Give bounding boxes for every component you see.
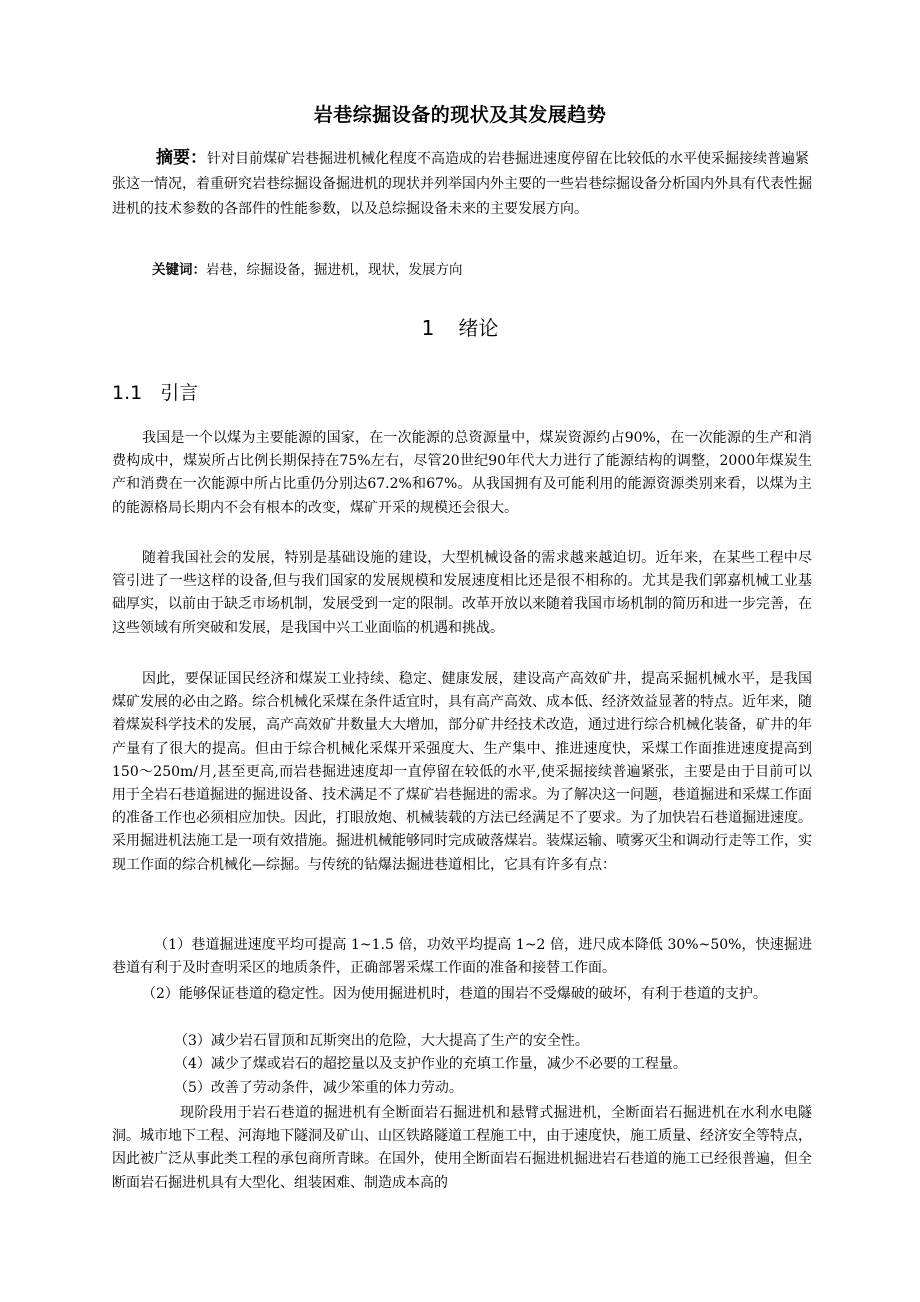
list-item: （2）能够保证巷道的稳定性。因为使用掘进机时，巷道的围岩不受爆破的破坏，有利于巷道的支护。 <box>142 986 767 1002</box>
body-paragraph: 因此，要保证国民经济和煤炭工业持续、稳定、健康发展，建设高产高效矿井，提高采掘机械水平，是我国煤矿发展的必由之路。综合机械化采煤在条件适宜时，具有高产高效、成本低、经济效益显著的特点。近年来，随着煤炭科学技术的发展，高产高效矿井数量大大增加，部分矿井经技术改造，通过进行综合机械化装备，矿井的年产量有了很大的提高。但由于综合机械化采煤开采强度大、生产集中、推进速度快，采煤工作面推进速度提高到150～250m/月,甚至更高,而岩巷掘进速度却一直停留在较低的水平,使采掘接续普遍紧张，主要是由于目前可以用于全岩石巷道掘进的掘进设备、技术满足不了煤矿岩巷掘进的需求。为了解决这一问题，巷道掘进和采煤工作面的准备工作也必须相应加快。因此，打眼放炮、机械装载的方法已经满足不了要求。为了加快岩石巷道掘进速度。采用掘进机法施工是一项有效措施。掘进机械能够同时完成破落煤岩。装煤运输、喷雾灭尘和调动行走等工作，实现工作面的综合机械化—综掘。与传统的钻爆法掘进巷道相比，它具有许多有点： <box>112 671 812 873</box>
chapter-number: 1 <box>421 316 435 340</box>
body-paragraph: 随着我国社会的发展，特别是基础设施的建设，大型机械设备的需求越来越迫切。近年来，在某些工程中尽管引进了一些这样的设备,但与我们国家的发展规模和发展速度相比还是很不相称的。尤其是我们郭嘉机械工业基础厚实，以前由于缺乏市场机制，发展受到一定的限制。改革开放以来随着我国市场机制的简历和进一步完善，在这些领域有所突破和发展，是我国中兴工业面临的机遇和挑战。 <box>112 550 812 636</box>
document-title: 岩巷综掘设备的现状及其发展趋势 <box>313 104 607 126</box>
section-heading <box>112 378 198 405</box>
keywords-text: 岩巷，综掘设备，掘进机，现状，发展方向 <box>206 262 463 278</box>
abstract-text: 针对目前煤矿岩巷掘进机械化程度不高造成的岩巷掘进速度停留在比较低的水平使采掘接续普遍紧张这一情况，着重研究岩巷综掘设备掘进机的现状并列举国内外主要的一些岩巷综掘设备分析国内外具有代表性掘进机的技术参数的各部件的性能参数，以及总综掘设备未来的主要发展方向。 <box>112 151 812 217</box>
abstract-paragraph <box>112 146 812 222</box>
list-item: （1）巷道掘进速度平均可提高 1~1.5 倍，功效平均提高 1~2 倍，进尺成本降低 30%~50%，快速掘进巷道有利于及时查明采区的地质条件，正确部署采煤工作面的准备和接替工作面。 <box>112 937 812 977</box>
section-title: 引言 <box>160 382 199 404</box>
chapter-heading <box>0 312 920 341</box>
keywords-line <box>152 259 463 281</box>
chapter-title: 绪论 <box>458 316 499 340</box>
list-item: （5）改善了劳动条件，减少笨重的体力劳动。 <box>174 1080 463 1096</box>
list-item: （3）减少岩石冒顶和瓦斯突出的危险，大大提高了生产的安全性。 <box>174 1033 589 1049</box>
keywords-label: 关键词： <box>152 262 206 278</box>
body-paragraph: 我国是一个以煤为主要能源的国家，在一次能源的总资源量中，煤炭资源约占90%，在一次能源的生产和消费构成中，煤炭所占比例长期保持在75%左右，尽管20世纪90年代大力进行了能源结构的调整，2000年煤炭生产和消费在一次能源中所占比重仍分别达67.2%和67%。从我国拥有及可能利用的能源资源类别来看，以煤为主的能源格局长期内不会有根本的改变，煤矿开采的规模还会很大。 <box>112 430 812 516</box>
abstract-label: 摘要： <box>156 148 207 168</box>
section-number: 1.1 <box>112 382 143 404</box>
body-paragraph: 现阶段用于岩石巷道的掘进机有全断面岩石掘进机和悬臂式掘进机，全断面岩石掘进机在水利水电隧洞。城市地下工程、河海地下隧洞及矿山、山区铁路隧道工程施工中，由于速度快，施工质量、经济安全等特点，因此被广泛从事此类工程的承包商所青睐。在国外，使用全断面岩石掘进机掘进岩石巷道的施工已经很普遍，但全断面岩石掘进机具有大型化、组装困难、制造成本高的 <box>112 1105 812 1191</box>
list-item: （4）减少了煤或岩石的超挖量以及支护作业的充填工作量，减少不必要的工程量。 <box>174 1056 687 1072</box>
